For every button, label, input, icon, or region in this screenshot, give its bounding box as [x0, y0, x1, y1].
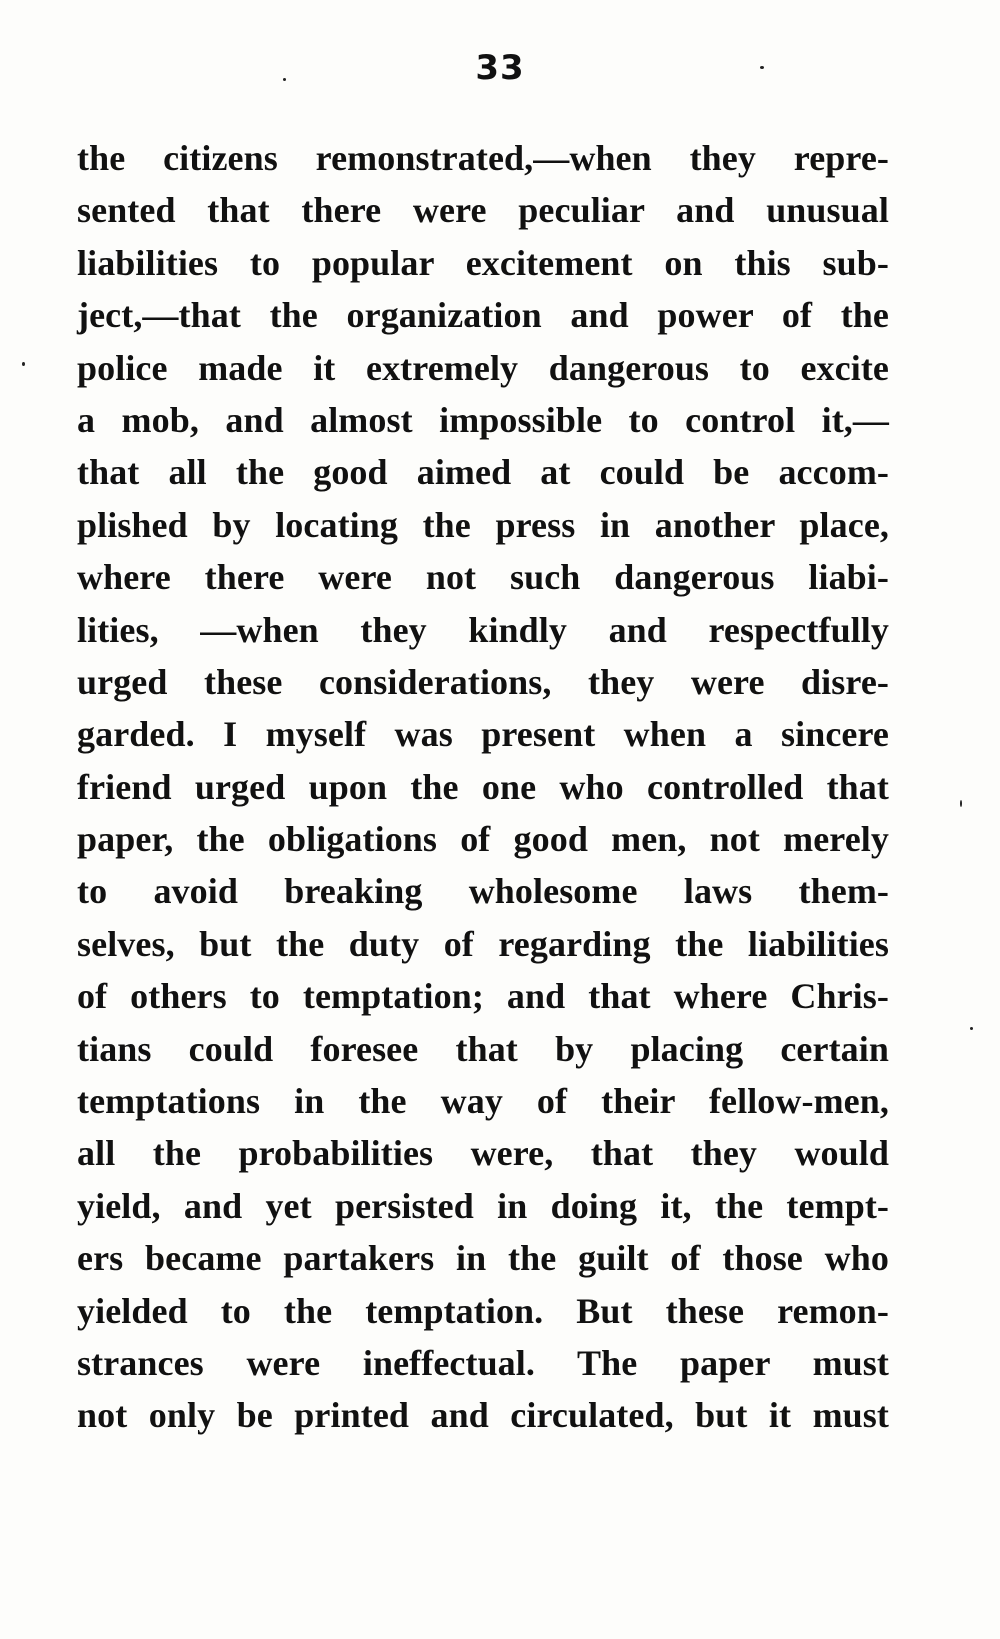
text-line: yield, and yet persisted in doing it, the tempt- — [77, 1185, 889, 1226]
text-line: lities, —when they kindly and respectfully — [77, 609, 889, 650]
text-line: paper, the obligations of good men, not merely — [77, 819, 889, 860]
text-line: a mob, and almost impossible to control it,— — [77, 399, 889, 440]
text-line: of others to temptation; and that where Chris- — [77, 976, 889, 1017]
text-line: garded. I myself was present when a sincere — [77, 714, 889, 755]
scan-speck — [760, 66, 764, 69]
text-line: temptations in the way of their fellow-men, — [77, 1081, 889, 1122]
scan-speck — [22, 362, 25, 366]
text-line: not only be printed and circulated, but it must — [77, 1395, 889, 1436]
scan-speck — [970, 1027, 973, 1030]
text-line: that all the good aimed at could be accom- — [77, 452, 889, 493]
text-line: where there were not such dangerous liabi- — [77, 557, 889, 598]
text-line: yielded to the temptation. But these remon- — [77, 1290, 889, 1331]
text-line: selves, but the duty of regarding the liabilities — [77, 923, 889, 964]
text-line: tians could foresee that by placing certain — [77, 1028, 889, 1069]
scan-speck — [283, 78, 286, 81]
text-line: ers became partakers in the guilt of those who — [77, 1238, 889, 1279]
text-line: friend urged upon the one who controlled that — [77, 766, 889, 807]
text-line: plished by locating the press in another place, — [77, 504, 889, 545]
text-line: urged these considerations, they were disre- — [77, 661, 889, 702]
text-line: all the probabilities were, that they would — [77, 1133, 889, 1174]
text-line: strances were ineffectual. The paper must — [77, 1342, 889, 1383]
scan-speck — [960, 800, 962, 807]
body-text — [77, 132, 889, 1442]
page-number: 33 — [475, 48, 525, 88]
text-line: the citizens remonstrated,—when they repre- — [77, 138, 889, 178]
text-line: ject,—that the organization and power of the — [77, 295, 889, 336]
text-line: liabilities to popular excitement on this sub- — [77, 242, 889, 283]
text-line: police made it extremely dangerous to excite — [77, 347, 889, 388]
text-line: to avoid breaking wholesome laws them- — [77, 871, 889, 912]
text-line: sented that there were peculiar and unusual — [77, 190, 889, 231]
